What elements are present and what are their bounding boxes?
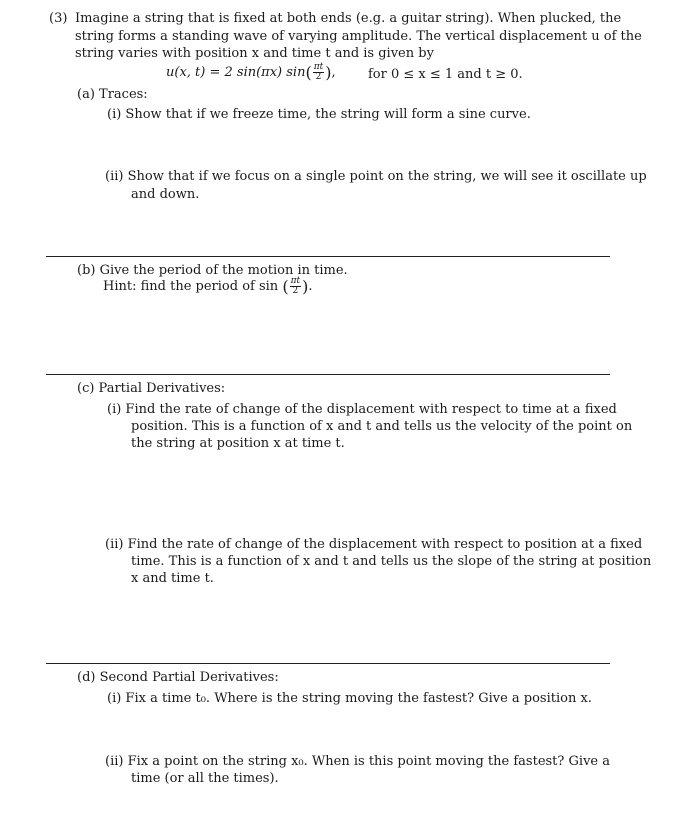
part-d-label: (d) Second Partial Derivatives: — [77, 670, 279, 685]
equation-open-paren: ( — [305, 63, 312, 82]
part-c-ii-line-2: time. This is a function of x and t and tells us the slope of the string at position — [131, 554, 652, 569]
part-a-label: (a) Traces: — [77, 87, 148, 102]
equation-close-paren: ) — [325, 63, 332, 82]
intro-line-2: string forms a standing wave of varying amplitude. The vertical displacement u of the — [75, 29, 642, 44]
part-c-label: (c) Partial Derivatives: — [77, 381, 226, 396]
part-d-i-line-1: (i) Fix a time t₀. Where is the string moving the fastest? Give a position x. — [107, 691, 592, 706]
intro-line-1: Imagine a string that is fixed at both ends (e.g. a guitar string). When plucked, the — [75, 11, 622, 26]
part-c-ii-line-1: (ii) Find the rate of change of the displacement with respect to position at a fixed — [105, 537, 643, 552]
hint-close-paren: ) — [302, 277, 309, 296]
divider-a-b — [46, 256, 610, 257]
part-a-ii-line-2: and down. — [131, 187, 200, 202]
equation — [166, 63, 336, 82]
part-c-i-line-1: (i) Find the rate of change of the displacement with respect to time at a fixed — [107, 402, 617, 417]
part-c-i-line-2: position. This is a function of x and t and tells us the velocity of the point on — [131, 419, 633, 434]
equation-trail: , — [331, 65, 336, 80]
part-c-i-line-3: the string at position x at time t. — [131, 436, 345, 451]
part-a-ii-line-1: (ii) Show that if we focus on a single point on the string, we will see it oscillate up — [105, 169, 647, 184]
part-b-hint-suffix: . — [308, 279, 313, 294]
intro-line-3: string varies with position x and time t and is given by — [75, 46, 434, 61]
hint-open-paren: ( — [282, 277, 289, 296]
equation-fraction: $\frac{\pi t}{2}$ — [313, 62, 324, 82]
part-b-hint — [103, 277, 313, 296]
equation-domain: for 0 ≤ x ≤ 1 and t ≥ 0. — [368, 67, 523, 82]
part-b-hint-prefix: Hint: find the period of sin — [103, 279, 279, 294]
part-b-label: (b) Give the period of the motion in time. — [77, 263, 348, 278]
divider-c-d — [46, 663, 610, 664]
part-d-ii-line-1: (ii) Fix a point on the string x₀. When is this point moving the fastest? Give a — [105, 754, 610, 769]
hint-fraction: $\frac{\pi t}{2}$ — [290, 276, 301, 296]
problem-number: (3) — [49, 11, 68, 26]
divider-b-c — [46, 374, 610, 375]
part-a-i-line-1: (i) Show that if we freeze time, the string will form a sine curve. — [107, 107, 531, 122]
part-c-ii-line-3: x and time t. — [131, 571, 214, 586]
equation-lhs: u(x, t) = 2 sin(πx) sin — [166, 65, 306, 80]
part-d-ii-line-2: time (or all the times). — [131, 771, 279, 786]
